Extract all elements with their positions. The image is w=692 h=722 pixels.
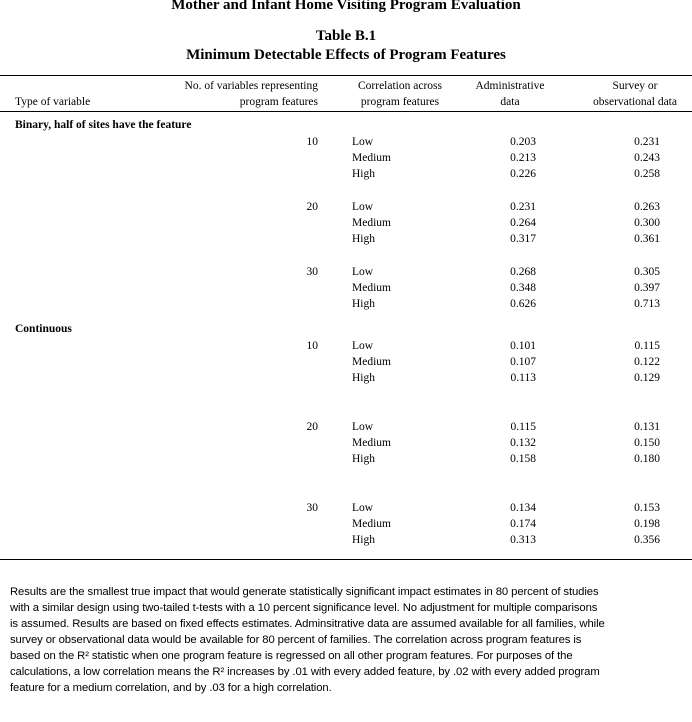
admin-data-value: 0.107 (510, 356, 536, 368)
survey-data-value: 0.129 (634, 372, 660, 384)
header-rule (0, 111, 692, 112)
correlation-level: Medium (352, 518, 391, 530)
footnote-line: Results are the smallest true impact that would generate statistically significant impact estimates in 80 percent of studies (10, 586, 599, 598)
table-number: Table B.1 (315, 28, 377, 44)
footnote-line: feature for a medium correlation, and by .03 for a high correlation. (10, 682, 332, 694)
correlation-level: Medium (352, 217, 391, 229)
section-label: Continuous (15, 323, 72, 335)
footnote-line: based on the R² statistic when one program feature is regressed on all other program features. For purposes of the (10, 650, 573, 662)
admin-data-value: 0.113 (510, 372, 536, 384)
table-title: Minimum Detectable Effects of Program Features (186, 47, 506, 63)
correlation-level: Low (352, 201, 374, 213)
group-variable-count: 20 (306, 421, 318, 433)
header-corr-2: program features (360, 96, 440, 108)
survey-data-value: 0.231 (634, 136, 660, 148)
survey-data-value: 0.263 (634, 201, 660, 213)
survey-data-value: 0.397 (634, 282, 660, 294)
admin-data-value: 0.203 (510, 136, 536, 148)
header-admin-2: data (500, 96, 520, 108)
group-variable-count: 10 (306, 340, 318, 352)
survey-data-value: 0.153 (634, 502, 660, 514)
survey-data-value: 0.122 (634, 356, 660, 368)
footnote-line: is assumed. Results are based on fixed effects estimates. Adminsitrative data are assumed available for all families, while (10, 618, 605, 630)
correlation-level: High (352, 534, 375, 546)
footnote-line: survey or observational data would be available for 80 percent of families. The correlation across program features is (10, 634, 582, 646)
survey-data-value: 0.150 (634, 437, 660, 449)
correlation-level: Low (352, 502, 374, 514)
bottom-rule (0, 559, 692, 560)
survey-data-value: 0.713 (634, 298, 660, 310)
correlation-level: Medium (352, 356, 391, 368)
correlation-level: High (352, 168, 375, 180)
admin-data-value: 0.213 (510, 152, 536, 164)
admin-data-value: 0.348 (510, 282, 536, 294)
group-variable-count: 30 (306, 266, 318, 278)
group-variable-count: 30 (306, 502, 318, 514)
correlation-level: High (352, 233, 375, 245)
survey-data-value: 0.115 (634, 340, 660, 352)
correlation-level: Low (352, 340, 374, 352)
section-label: Binary, half of sites have the feature (15, 119, 192, 131)
correlation-level: Low (352, 266, 374, 278)
correlation-level: High (352, 453, 375, 465)
admin-data-value: 0.101 (510, 340, 536, 352)
survey-data-value: 0.258 (634, 168, 660, 180)
header-type: Type of variable (15, 96, 91, 108)
report-title: Mother and Infant Home Visiting Program Evaluation (171, 0, 521, 13)
header-survey-1: Survey or (612, 80, 658, 92)
group-variable-count: 10 (306, 136, 318, 148)
group-variable-count: 20 (306, 201, 318, 213)
admin-data-value: 0.231 (510, 201, 536, 213)
admin-data-value: 0.626 (510, 298, 536, 310)
footnote-line: with a similar design using two-tailed t-tests with a 10 percent significance level. No adjustment for multiple comparisons (10, 602, 598, 614)
correlation-level: Low (352, 421, 374, 433)
admin-data-value: 0.174 (510, 518, 536, 530)
header-survey-2: observational data (593, 96, 677, 108)
admin-data-value: 0.268 (510, 266, 536, 278)
survey-data-value: 0.180 (634, 453, 660, 465)
admin-data-value: 0.132 (510, 437, 536, 449)
survey-data-value: 0.305 (634, 266, 660, 278)
admin-data-value: 0.158 (510, 453, 536, 465)
header-num-vars-1: No. of variables representing (184, 80, 318, 92)
header-num-vars-2: program features (239, 96, 318, 108)
top-rule (0, 75, 692, 76)
admin-data-value: 0.134 (510, 502, 536, 514)
survey-data-value: 0.361 (634, 233, 660, 245)
footnote-line: calculations, a low correlation means the R² increases by .01 with every added feature, by .02 with every added program (10, 666, 600, 678)
survey-data-value: 0.356 (634, 534, 660, 546)
header-corr-1: Correlation across (358, 80, 442, 92)
header-admin-1: Administrative (475, 80, 545, 92)
correlation-level: Low (352, 136, 374, 148)
correlation-level: Medium (352, 437, 391, 449)
admin-data-value: 0.264 (510, 217, 536, 229)
survey-data-value: 0.243 (634, 152, 660, 164)
admin-data-value: 0.313 (510, 534, 536, 546)
admin-data-value: 0.317 (510, 233, 536, 245)
admin-data-value: 0.226 (510, 168, 536, 180)
admin-data-value: 0.115 (510, 421, 536, 433)
correlation-level: Medium (352, 282, 391, 294)
survey-data-value: 0.300 (634, 217, 660, 229)
correlation-level: High (352, 372, 375, 384)
correlation-level: High (352, 298, 375, 310)
correlation-level: Medium (352, 152, 391, 164)
survey-data-value: 0.198 (634, 518, 660, 530)
survey-data-value: 0.131 (634, 421, 660, 433)
